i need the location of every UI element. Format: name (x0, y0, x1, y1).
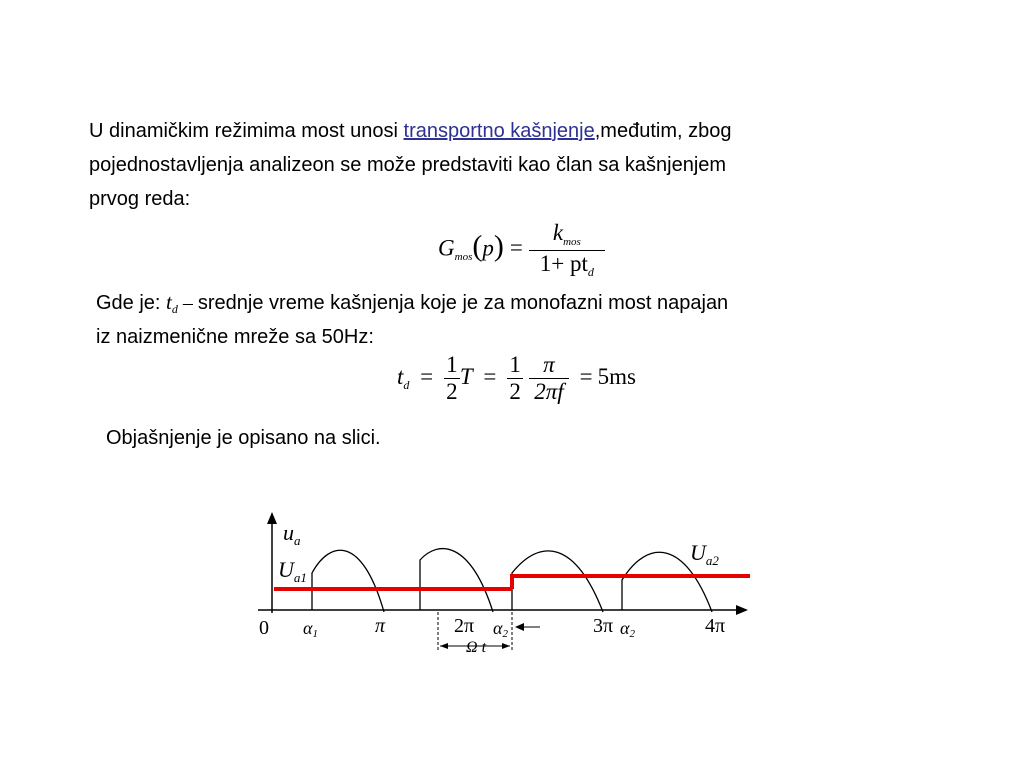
tick-2pi: 2π (454, 615, 475, 637)
fraction-pi: $\frac{\pi}{2\pi f}$ (529, 352, 569, 405)
waveform-segment-2 (420, 549, 493, 612)
fraction-half-1: $\frac{1}{2}$ (444, 352, 460, 405)
omega-t-label: Ω t (466, 639, 487, 656)
intro-line-3: prvog reda: (89, 188, 191, 210)
waveform-segment-3 (512, 551, 603, 612)
x-axis-arrow (736, 605, 748, 615)
ua2-label: $U_{a2}$ (690, 540, 719, 568)
ua1-label: $U_{a1}$ (278, 557, 307, 585)
formula1-lparen: ( (472, 229, 483, 263)
alpha2-arrow-head (515, 623, 524, 631)
transfer-function-formula: $G_{mos}(p)$ = $\frac{k_{mos}}{1+ pt_d}$ (438, 220, 605, 284)
tick-alpha2-a: α2 (493, 618, 508, 640)
waveform-segment-4 (622, 552, 712, 612)
y-axis-arrow (267, 512, 277, 524)
origin-label: 0 (259, 617, 269, 639)
transport-delay-link[interactable]: transportno kašnjenje (403, 120, 595, 142)
delay-arrow-right (502, 643, 510, 649)
intro-line-2: pojednostavljenja analizeon se može predstaviti kao član sa kašnjenjem (89, 154, 727, 176)
delay-formula: $t_d$ = $\frac{1}{2}$ T = $\frac{1}{2}$ $\frac{\pi}{2\pi f}$ = 5ms (397, 352, 636, 404)
caption: Objašnjenje je opisano na slici. (106, 427, 381, 449)
y-axis-label: $u_a$ (283, 520, 301, 548)
intro-line-1: U dinamičkim režimima most unosi transportno kašnjenje,međutim, zbog (89, 120, 732, 142)
intro-paragraph (89, 114, 949, 216)
tick-4pi: 4π (705, 615, 726, 637)
waveform-segment-1 (312, 550, 384, 612)
definition-line-1: Gde je: $t_d$ – srednje vreme kašnjenja koje je za monofazni most napajan (96, 290, 729, 316)
tick-alpha1: α1 (303, 618, 318, 640)
formula1-fraction: $\frac{k_{mos}}{1+ pt_d}$ (529, 220, 605, 280)
delay-arrow-left (440, 643, 448, 649)
tick-pi: π (375, 615, 386, 637)
fraction-half-2: $\frac{1}{2}$ (507, 352, 523, 405)
definition-paragraph (96, 286, 926, 353)
definition-line-2: iz naizmenične mreže sa 50Hz: (96, 326, 374, 348)
tick-alpha2-b: α2 (620, 618, 635, 640)
formula1-rparen: ) (493, 229, 504, 263)
tick-3pi: 3π (593, 615, 614, 637)
